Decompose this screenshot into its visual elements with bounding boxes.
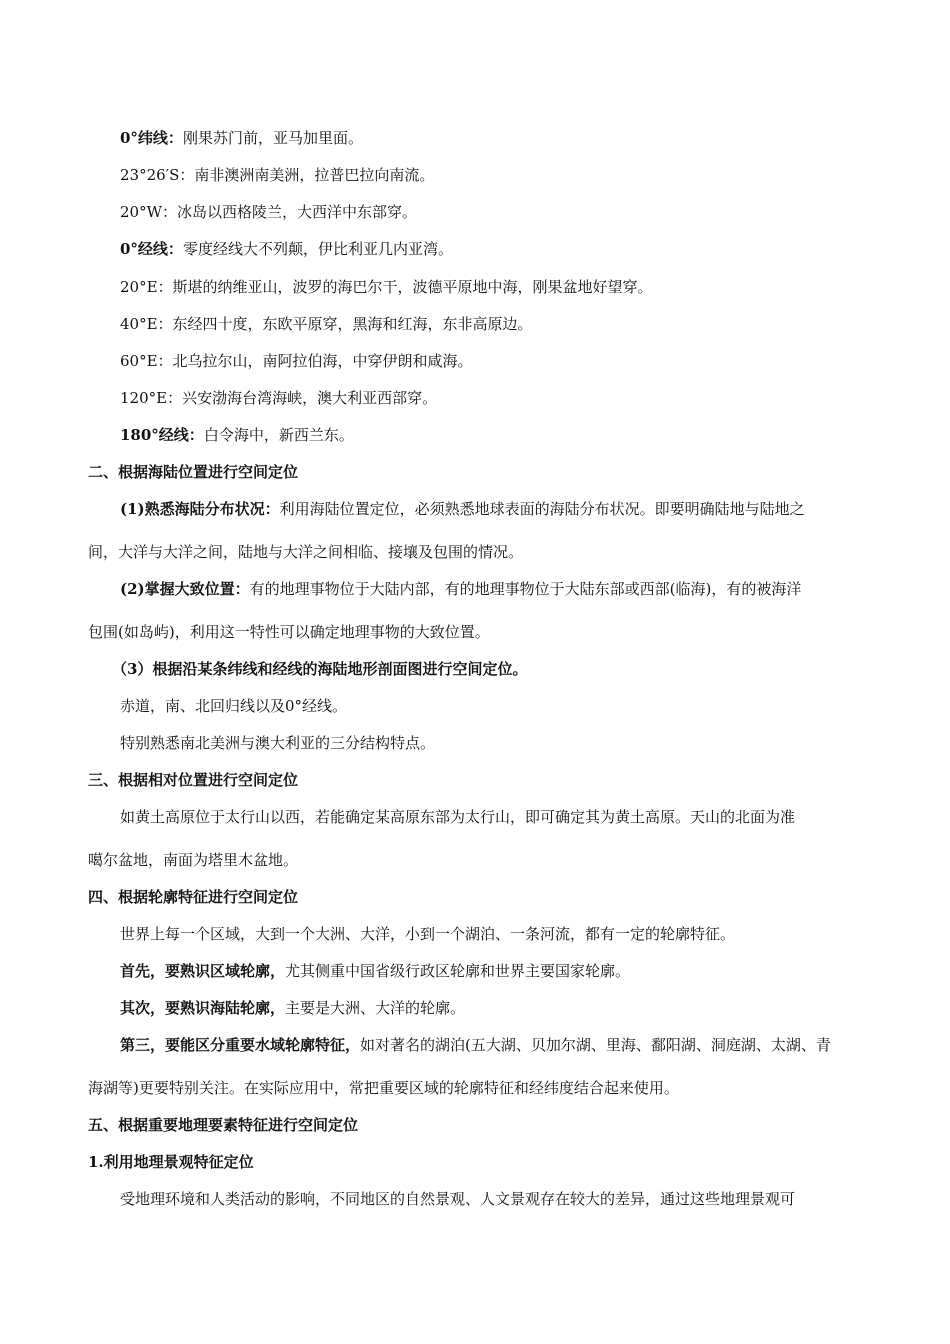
mnemonic-label: 60°E： bbox=[120, 352, 173, 370]
mnemonic-line-1 bbox=[120, 165, 434, 185]
mnemonic-label: 40°E： bbox=[120, 315, 173, 333]
paragraph: 赤道，南、北回归线以及0°经线。 bbox=[120, 697, 348, 715]
section-heading: 四、根据轮廓特征进行空间定位 bbox=[88, 888, 299, 906]
mnemonic-line-4 bbox=[120, 277, 653, 297]
section-heading: 五、根据重要地理要素特征进行空间定位 bbox=[88, 1116, 359, 1134]
section-heading: 三、根据相对位置进行空间定位 bbox=[88, 771, 299, 789]
paragraph-lead: (1)熟悉海陆分布状况： bbox=[120, 500, 280, 518]
paragraph-text: 主要是大洲、大洋的轮廓。 bbox=[285, 999, 466, 1017]
paragraph bbox=[120, 579, 865, 599]
paragraph-lead: (2)掌握大致位置： bbox=[120, 580, 250, 598]
paragraph-continuation: 间，大洋与大洋之间，陆地与大洋之间相临、接壤及包围的情况。 bbox=[88, 543, 524, 561]
paragraph-continuation: 海湖等)更要特别关注。在实际应用中，常把重要区域的轮廓特征和经纬度结合起来使用。 bbox=[88, 1079, 679, 1097]
mnemonic-text: 冰岛以西格陵兰，大西洋中东部穿。 bbox=[177, 203, 418, 221]
mnemonic-label: 0°纬线： bbox=[120, 129, 183, 147]
paragraph: 世界上每一个区域，大到一个大洲、大洋，小到一个湖泊、一条河流，都有一定的轮廓特征。 bbox=[120, 925, 736, 943]
mnemonic-text: 零度经线大不列颠，伊比利亚几内亚湾。 bbox=[182, 240, 453, 258]
mnemonic-label: 180°经线： bbox=[120, 426, 204, 444]
mnemonic-line-2 bbox=[120, 202, 417, 222]
paragraph-continuation: 包围(如岛屿)，利用这一特性可以确定地理事物的大致位置。 bbox=[88, 623, 490, 641]
mnemonic-label: 120°E： bbox=[120, 389, 183, 407]
mnemonic-label: 20°W： bbox=[120, 203, 178, 221]
mnemonic-text: 白令海中，新西兰东。 bbox=[203, 426, 354, 444]
mnemonic-text: 东经四十度，东欧平原穿，黑海和红海，东非高原边。 bbox=[172, 315, 533, 333]
paragraph-continuation: 噶尔盆地，南面为塔里木盆地。 bbox=[88, 851, 299, 869]
paragraph: 特别熟悉南北美洲与澳大利亚的三分结构特点。 bbox=[120, 734, 436, 752]
paragraph: 如黄土高原位于太行山以西，若能确定某高原东部为太行山，即可确定其为黄土高原。天山的北面为准 bbox=[120, 808, 796, 826]
mnemonic-text: 斯堪的纳维亚山，波罗的海巴尔干，波德平原地中海，刚果盆地好望穿。 bbox=[172, 278, 653, 296]
paragraph-text: 如对著名的湖泊(五大湖、贝加尔湖、里海、鄱阳湖、洞庭湖、太湖、青 bbox=[360, 1036, 831, 1054]
paragraph bbox=[120, 998, 465, 1018]
paragraph bbox=[120, 961, 630, 981]
mnemonic-line-5 bbox=[120, 314, 533, 334]
mnemonic-line-7 bbox=[120, 388, 437, 408]
mnemonic-label: 23°26′S： bbox=[120, 166, 195, 184]
mnemonic-text: 刚果苏门前，亚马加里面。 bbox=[182, 129, 363, 147]
mnemonic-text: 兴安渤海台湾海峡，澳大利亚西部穿。 bbox=[182, 389, 438, 407]
paragraph-bold: （3）根据沿某条纬线和经线的海陆地形剖面图进行空间定位。 bbox=[112, 660, 528, 678]
paragraph-lead: 其次，要熟识海陆轮廓， bbox=[120, 999, 286, 1017]
mnemonic-line-6 bbox=[120, 351, 473, 371]
mnemonic-label: 20°E： bbox=[120, 278, 173, 296]
paragraph bbox=[120, 1035, 865, 1055]
mnemonic-label: 0°经线： bbox=[120, 240, 183, 258]
mnemonic-line-0 bbox=[120, 128, 363, 148]
paragraph: 受地理环境和人类活动的影响，不同地区的自然景观、人文景观存在较大的差异，通过这些地理景观可 bbox=[120, 1190, 796, 1208]
paragraph-text: 尤其侧重中国省级行政区轮廓和世界主要国家轮廓。 bbox=[285, 962, 631, 980]
paragraph-lead: 第三，要能区分重要水域轮廓特征， bbox=[120, 1036, 361, 1054]
subsection-heading: 1.利用地理景观特征定位 bbox=[88, 1153, 254, 1171]
mnemonic-line-3 bbox=[120, 239, 453, 259]
paragraph bbox=[120, 499, 865, 519]
paragraph-lead: 首先，要熟识区域轮廓， bbox=[120, 962, 286, 980]
section-heading: 二、根据海陆位置进行空间定位 bbox=[88, 463, 299, 481]
mnemonic-text: 北乌拉尔山，南阿拉伯海，中穿伊朗和咸海。 bbox=[172, 352, 473, 370]
paragraph-text: 利用海陆位置定位，必须熟悉地球表面的海陆分布状况。即要明确陆地与陆地之 bbox=[279, 500, 805, 518]
mnemonic-text: 南非澳洲南美洲，拉普巴拉向南流。 bbox=[194, 166, 435, 184]
mnemonic-line-8 bbox=[120, 425, 354, 445]
paragraph-text: 有的地理事物位于大陆内部，有的地理事物位于大陆东部或西部(临海)，有的被海洋 bbox=[249, 580, 802, 598]
